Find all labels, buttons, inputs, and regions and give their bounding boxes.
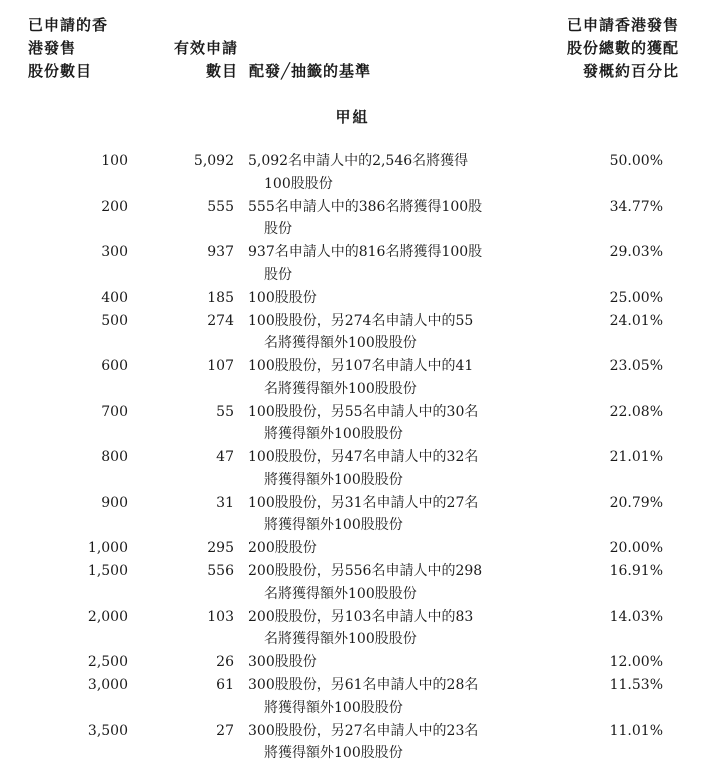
table-row [0, 287, 705, 310]
cell-basis [248, 287, 568, 310]
cell-percentage: 14.03% [609, 608, 663, 625]
table-row [0, 537, 705, 560]
cell-basis [248, 606, 568, 651]
cell-shares-applied: 2,500 [87, 654, 128, 670]
table-row [0, 720, 705, 766]
basis-line: 100股股份 [248, 289, 317, 306]
basis-line: 將獲得額外100股股份 [264, 745, 403, 761]
cell-percentage: 29.03% [609, 244, 663, 260]
cell-shares-applied: 2,000 [87, 608, 128, 625]
basis-line: 將獲得額外100股股份 [264, 699, 403, 716]
header-shares-applied: 已申請的香 港發售 股份數目 [28, 16, 109, 80]
cell-shares-applied: 100 [101, 153, 128, 169]
table-row [0, 606, 705, 652]
header-basis: 配發╱抽籤的基準 [249, 62, 372, 80]
cell-basis [248, 355, 568, 400]
basis-line: 100股股份 [264, 175, 333, 192]
basis-line: 300股股份，另61名申請人中的28名 [248, 677, 479, 693]
cell-percentage: 12.00% [609, 654, 663, 670]
basis-line: 名將獲得額外100股股份 [264, 335, 417, 351]
cell-basis [248, 241, 568, 286]
basis-line: 555名申請人中的386名將獲得100股 [248, 198, 483, 215]
cell-valid-applications: 5,092 [193, 153, 234, 169]
basis-line: 200股股份，另103名申請人中的83 [248, 608, 474, 625]
basis-line: 股份 [264, 221, 292, 237]
cell-valid-applications: 556 [207, 563, 234, 579]
cell-basis [248, 310, 568, 355]
cell-percentage: 24.01% [609, 312, 663, 329]
cell-basis [248, 720, 568, 765]
basis-line: 300股股份，另27名申請人中的23名 [248, 722, 479, 739]
cell-valid-applications: 274 [207, 312, 234, 329]
cell-basis [248, 560, 568, 605]
basis-line: 937名申請人中的816名將獲得100股 [248, 244, 483, 260]
cell-valid-applications: 107 [207, 358, 234, 374]
cell-shares-applied: 800 [101, 449, 128, 465]
cell-basis [248, 196, 568, 241]
cell-valid-applications: 61 [216, 677, 234, 693]
basis-line: 名將獲得額外100股股份 [264, 585, 417, 602]
cell-valid-applications: 47 [216, 449, 234, 465]
basis-line: 股份 [264, 266, 292, 283]
cell-percentage: 21.01% [609, 449, 663, 465]
cell-percentage: 25.00% [609, 289, 663, 306]
cell-basis [248, 651, 568, 674]
header-valid-applications: 有效申請 數目 [173, 39, 238, 80]
cell-basis [248, 401, 568, 446]
cell-shares-applied: 600 [101, 358, 128, 374]
cell-valid-applications: 295 [207, 540, 234, 556]
group-label: 甲組 [335, 108, 370, 126]
basis-line: 100股股份，另55名申請人中的30名 [248, 403, 479, 420]
cell-percentage: 50.00% [609, 153, 663, 169]
basis-line: 名將獲得額外100股股份 [264, 631, 417, 647]
cell-percentage: 16.91% [609, 563, 663, 579]
table-row [0, 150, 705, 196]
basis-line: 200股股份，另556名申請人中的298 [248, 563, 483, 579]
cell-valid-applications: 55 [216, 403, 234, 420]
table-row [0, 560, 705, 606]
cell-valid-applications: 26 [216, 654, 234, 670]
table-row [0, 651, 705, 674]
cell-basis [248, 150, 568, 195]
cell-shares-applied: 900 [101, 494, 128, 511]
cell-percentage: 20.00% [609, 540, 663, 556]
basis-line: 100股股份，另31名申請人中的27名 [248, 494, 479, 511]
cell-shares-applied: 3,500 [87, 722, 128, 739]
basis-line: 將獲得額外100股股份 [264, 471, 403, 488]
cell-basis [248, 674, 568, 719]
cell-valid-applications: 185 [207, 289, 234, 306]
cell-valid-applications: 555 [207, 198, 234, 215]
basis-line: 300股股份 [248, 654, 317, 670]
basis-line: 100股股份，另274名申請人中的55 [248, 312, 474, 329]
cell-shares-applied: 1,500 [87, 563, 128, 579]
cell-valid-applications: 31 [216, 494, 234, 511]
basis-line: 200股股份 [248, 540, 317, 556]
cell-shares-applied: 300 [101, 244, 128, 260]
table-row [0, 492, 705, 538]
table-row [0, 241, 705, 287]
cell-percentage: 22.08% [609, 403, 663, 420]
basis-line: 5,092名申請人中的2,546名將獲得 [248, 153, 469, 169]
basis-line: 100股股份，另107名申請人中的41 [248, 358, 474, 374]
table-header [0, 14, 705, 84]
cell-percentage: 23.05% [609, 358, 663, 374]
table-row [0, 310, 705, 356]
cell-shares-applied: 1,000 [87, 540, 128, 556]
allocation-table [0, 150, 705, 765]
basis-line: 將獲得額外100股股份 [264, 517, 403, 533]
cell-shares-applied: 200 [101, 198, 128, 215]
table-row [0, 196, 705, 242]
basis-line: 將獲得額外100股股份 [264, 426, 403, 442]
basis-line: 100股股份，另47名申請人中的32名 [248, 449, 479, 465]
cell-percentage: 11.01% [609, 722, 663, 739]
cell-valid-applications: 27 [216, 722, 234, 739]
cell-percentage: 20.79% [609, 494, 663, 511]
cell-percentage: 11.53% [609, 677, 663, 693]
cell-percentage: 34.77% [609, 198, 663, 215]
cell-valid-applications: 103 [207, 608, 234, 625]
header-percentage: 已申請香港發售 股份總數的獲配 發概約百分比 [566, 16, 679, 80]
cell-basis [248, 446, 568, 491]
cell-valid-applications: 937 [207, 244, 234, 260]
cell-shares-applied: 500 [101, 312, 128, 329]
table-row [0, 355, 705, 401]
basis-line: 名將獲得額外100股股份 [264, 380, 417, 397]
cell-shares-applied: 3,000 [87, 677, 128, 693]
table-row [0, 446, 705, 492]
table-row [0, 674, 705, 720]
cell-basis [248, 492, 568, 537]
cell-basis [248, 537, 568, 560]
cell-shares-applied: 700 [101, 403, 128, 420]
cell-shares-applied: 400 [101, 289, 128, 306]
table-row [0, 401, 705, 447]
